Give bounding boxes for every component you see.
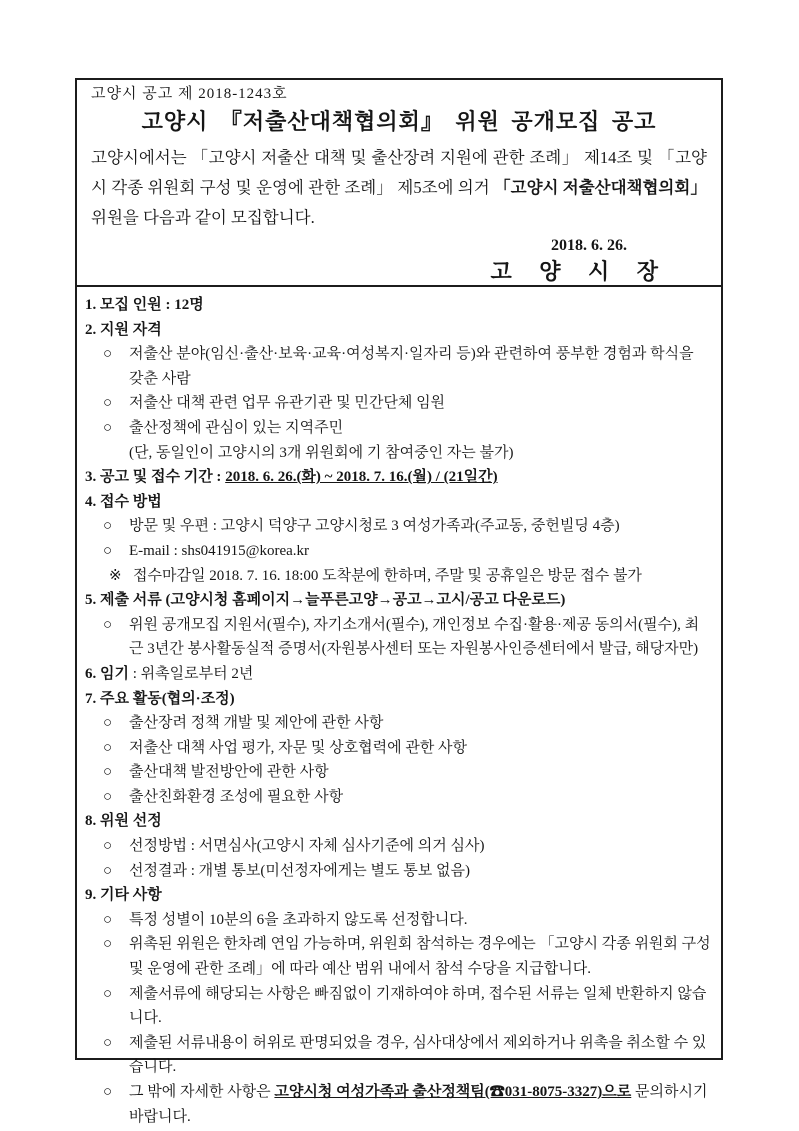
section-8-heading: 8. 위원 선정 bbox=[85, 813, 162, 830]
circle-bullet-marker: ○ bbox=[103, 788, 113, 805]
misc-item bbox=[85, 1031, 711, 1080]
circle-bullet-marker: ○ bbox=[103, 838, 113, 855]
section-6-heading bbox=[85, 662, 711, 687]
submission-method-item bbox=[85, 539, 711, 564]
selection-method-text: 선정방법 : 서면심사(고양시 자체 심사기준에 의거 심사) bbox=[129, 838, 485, 855]
contact-phone: 고양시청 여성가족과 출산정책팀(☎031-8075-3327)으로 bbox=[274, 1084, 632, 1100]
circle-bullet-marker: ○ bbox=[103, 1084, 113, 1100]
misc-item-text: 제출서류에 해당되는 사항은 빠짐없이 기재하여야 하며, 접수된 서류는 일체 반환하지 않습니다. bbox=[129, 985, 707, 1027]
eligibility-restriction-note: (단, 동일인이 고양시의 3개 위원회에 기 참여중인 자는 불가) bbox=[129, 444, 514, 461]
circle-bullet-marker: ○ bbox=[103, 616, 113, 633]
intro-council-name: 「고양시 저출산대책협의회」 bbox=[493, 178, 707, 197]
contact-prefix: 그 밖에 자세한 사항은 bbox=[129, 1084, 275, 1100]
section-3-heading bbox=[85, 465, 711, 490]
circle-bullet-marker: ○ bbox=[103, 715, 113, 732]
mayor-signature: 고 양 시 장 bbox=[490, 259, 669, 284]
period-value: 2018. 6. 26.(화) ~ 2018. 7. 16.(월) / (21일간) bbox=[225, 469, 498, 486]
required-documents-item bbox=[85, 613, 711, 662]
circle-bullet-marker: ○ bbox=[103, 419, 113, 436]
document-title: 고양시 『저출산대책협의회』 위원 공개모집 공고 bbox=[141, 109, 657, 134]
circle-bullet-marker: ○ bbox=[103, 985, 113, 1002]
deadline-note-text: 접수마감일 2018. 7. 16. 18:00 도착분에 한하며, 주말 및 공휴일은 방문 접수 불가 bbox=[133, 567, 642, 584]
eligibility-item bbox=[85, 416, 711, 441]
circle-bullet-marker: ○ bbox=[103, 518, 113, 535]
deadline-note bbox=[85, 564, 711, 589]
document-header bbox=[77, 80, 721, 287]
activity-item bbox=[85, 736, 711, 761]
circle-bullet-marker: ○ bbox=[103, 395, 113, 412]
activity-item bbox=[85, 760, 711, 785]
misc-item-text: 제출된 서류내용이 허위로 판명되었을 경우, 심사대상에서 제외하거나 위촉을 취소할 수 있습니다. bbox=[129, 1034, 707, 1076]
circle-bullet-marker: ○ bbox=[103, 764, 113, 781]
activity-item-text: 출산장려 정책 개발 및 제안에 관한 사항 bbox=[129, 715, 384, 732]
term-value: : 위촉일로부터 2년 bbox=[128, 665, 254, 682]
selection-result-text: 선정결과 : 개별 통보(미선정자에게는 별도 통보 없음) bbox=[129, 862, 470, 879]
activity-item bbox=[85, 785, 711, 810]
section-2-heading: 2. 지원 자격 bbox=[85, 321, 162, 338]
misc-item bbox=[85, 932, 711, 981]
intro-text-1: 고양시에서는 「고양시 저출산 대책 및 출산장려 지원에 관한 조례」 제14조 및 「고양시 각종 위원회 구성 및 운영에 관한 조례」 제5조에 의거 bbox=[91, 148, 707, 197]
circle-bullet-marker: ○ bbox=[103, 936, 113, 953]
eligibility-item bbox=[85, 342, 711, 391]
activity-item-text: 출산대책 발전방안에 관한 사항 bbox=[129, 764, 329, 781]
submission-method-text: 방문 및 우편 : 고양시 덕양구 고양시청로 3 여성가족과(주교동, 중헌빌딩 4층) bbox=[129, 518, 620, 535]
circle-bullet-marker: ○ bbox=[103, 911, 113, 928]
misc-item bbox=[85, 982, 711, 1031]
issue-date: 2018. 6. 26. bbox=[551, 237, 627, 254]
contact-suffix: 문의하시기 바랍니다. bbox=[129, 1084, 708, 1125]
eligibility-item-text: 출산정책에 관심이 있는 지역주민 bbox=[129, 419, 344, 436]
notice-number: 고양시 공고 제 2018-1243호 bbox=[91, 86, 288, 102]
circle-bullet-marker: ○ bbox=[103, 862, 113, 879]
intro-paragraph bbox=[91, 143, 707, 233]
misc-item-text: 특정 성별이 10분의 6을 초과하지 않도록 선정합니다. bbox=[129, 911, 468, 928]
term-label: 6. 임기 bbox=[85, 665, 129, 682]
section-1-heading: 1. 모집 인원 : 12명 bbox=[85, 297, 204, 313]
circle-bullet-marker: ○ bbox=[103, 1034, 113, 1051]
notice-document bbox=[75, 78, 723, 1125]
contact-item-text bbox=[129, 1080, 711, 1129]
activity-item-text: 저출산 대책 사업 평가, 자문 및 상호협력에 관한 사항 bbox=[129, 739, 468, 756]
selection-item bbox=[85, 859, 711, 884]
section-7-heading: 7. 주요 활동(협의·조정) bbox=[85, 690, 235, 707]
circle-bullet-marker: ○ bbox=[103, 542, 113, 559]
section-4-heading: 4. 접수 방법 bbox=[85, 493, 162, 510]
section-9-heading: 9. 기타 사항 bbox=[85, 887, 162, 904]
misc-item bbox=[85, 908, 711, 933]
misc-item-text: 위촉된 위원은 한차례 연임 가능하며, 위원회 참석하는 경우에는 「고양시 각종 위원회 구성 및 운영에 관한 조례」에 따라 예산 범위 내에서 참석 수당을 지급합니다. bbox=[129, 936, 711, 978]
intro-text-2: 위원을 다음과 같이 모집합니다. bbox=[91, 208, 315, 227]
document-body bbox=[77, 287, 721, 1129]
submission-email-text: E-mail : shs041915@korea.kr bbox=[129, 542, 310, 559]
activity-item bbox=[85, 711, 711, 736]
activity-item-text: 출산친화환경 조성에 필요한 사항 bbox=[129, 788, 344, 805]
period-label: 3. 공고 및 접수 기간 : bbox=[85, 469, 226, 486]
eligibility-item-text: 저출산 분야(임신·출산·보육·교육·여성복지·일자리 등)와 관련하여 풍부한 경험과 학식을 갖춘 사람 bbox=[129, 346, 694, 387]
circle-bullet-marker: ○ bbox=[103, 346, 113, 363]
contact-item bbox=[85, 1080, 711, 1129]
reference-mark: ※ bbox=[109, 567, 122, 584]
selection-item bbox=[85, 834, 711, 859]
eligibility-item bbox=[85, 391, 711, 416]
submission-method-item bbox=[85, 514, 711, 539]
required-documents-text: 위원 공개모집 지원서(필수), 자기소개서(필수), 개인정보 수집·활용·제공 동의서(필수), 최근 3년간 봉사활동실적 증명서(자원봉사센터 또는 자원봉사인증센터에서 발급, 해당자만) bbox=[129, 616, 700, 658]
section-5-heading: 5. 제출 서류 (고양시청 홈페이지→늘푸른고양→공고→고시/공고 다운로드) bbox=[85, 592, 566, 609]
eligibility-item-text: 저출산 대책 관련 업무 유관기관 및 민간단체 임원 bbox=[129, 395, 446, 412]
circle-bullet-marker: ○ bbox=[103, 739, 113, 756]
